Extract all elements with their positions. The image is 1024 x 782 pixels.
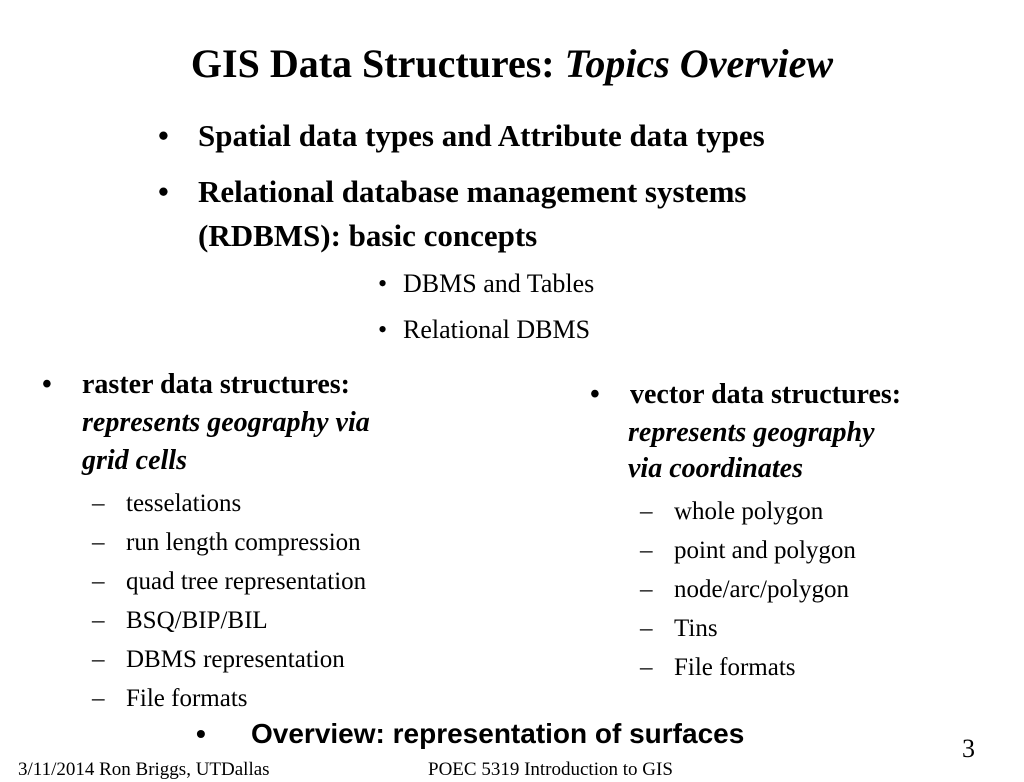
dash-glyph: –	[92, 607, 105, 634]
vector-description-line1: represents geography	[628, 417, 875, 448]
sub-bullet-dbms-tables	[378, 265, 594, 303]
bullet-glyph: •	[378, 315, 388, 344]
dash-glyph: –	[92, 490, 105, 517]
sub-bullet-text: DBMS and Tables	[403, 269, 595, 298]
list-item: – Tins	[640, 609, 856, 648]
raster-heading	[42, 366, 350, 404]
list-item: – DBMS representation	[92, 640, 366, 679]
dash-glyph: –	[92, 685, 105, 712]
list-item: – BSQ/BIP/BIL	[92, 601, 366, 640]
raster-description-line1: represents geography via	[82, 407, 370, 438]
raster-heading-text: raster data structures:	[82, 369, 351, 400]
dash-glyph: –	[92, 529, 105, 556]
list-item: – File formats	[92, 679, 366, 718]
footer-date-author: 3/11/2014 Ron Briggs, UTDallas	[18, 759, 270, 780]
bullet-glyph: •	[158, 118, 169, 153]
bullet-text: Spatial data types and Attribute data types	[198, 118, 765, 153]
title-plain: GIS Data Structures:	[190, 41, 565, 86]
dash-glyph: –	[92, 568, 105, 595]
bullet-text: Relational database management systems	[198, 174, 747, 209]
raster-description-line2: grid cells	[82, 445, 187, 476]
list-item: – quad tree representation	[92, 562, 366, 601]
raster-list	[92, 484, 366, 718]
bullet-text: (RDBMS): basic concepts	[198, 218, 538, 253]
footer-course: POEC 5319 Introduction to GIS	[428, 759, 673, 780]
sub-bullet-relational-dbms	[378, 311, 590, 349]
bullet-glyph: •	[196, 718, 206, 749]
dash-glyph: –	[640, 576, 653, 603]
vector-list	[640, 492, 856, 687]
dash-glyph: –	[640, 537, 653, 564]
list-item: – tesselations	[92, 484, 366, 523]
title-italic: Topics Overview	[564, 41, 834, 86]
bullet-glyph: •	[378, 269, 388, 298]
bullet-glyph: •	[590, 379, 600, 410]
dash-glyph: –	[92, 646, 105, 673]
page-number: 3	[962, 734, 975, 763]
sub-bullet-text: Relational DBMS	[403, 315, 591, 344]
dash-glyph: –	[640, 498, 653, 525]
bullet-rdbms-continued	[198, 214, 537, 258]
dash-glyph: –	[640, 654, 653, 681]
bullet-glyph: •	[158, 174, 169, 209]
list-item: – run length compression	[92, 523, 366, 562]
bullet-rdbms	[158, 170, 747, 214]
vector-description-line2: via coordinates	[628, 453, 803, 484]
list-item: – point and polygon	[640, 531, 856, 570]
bullet-spatial-types	[158, 114, 765, 158]
vector-heading	[590, 376, 901, 414]
overview-text: Overview: representation of surfaces	[251, 718, 745, 749]
bullet-glyph: •	[42, 369, 52, 400]
list-item: – node/arc/polygon	[640, 570, 856, 609]
list-item: – File formats	[640, 648, 856, 687]
dash-glyph: –	[640, 615, 653, 642]
list-item: – whole polygon	[640, 492, 856, 531]
vector-heading-text: vector data structures:	[630, 379, 902, 410]
overview-bullet	[196, 716, 744, 752]
slide-title	[0, 38, 1024, 90]
